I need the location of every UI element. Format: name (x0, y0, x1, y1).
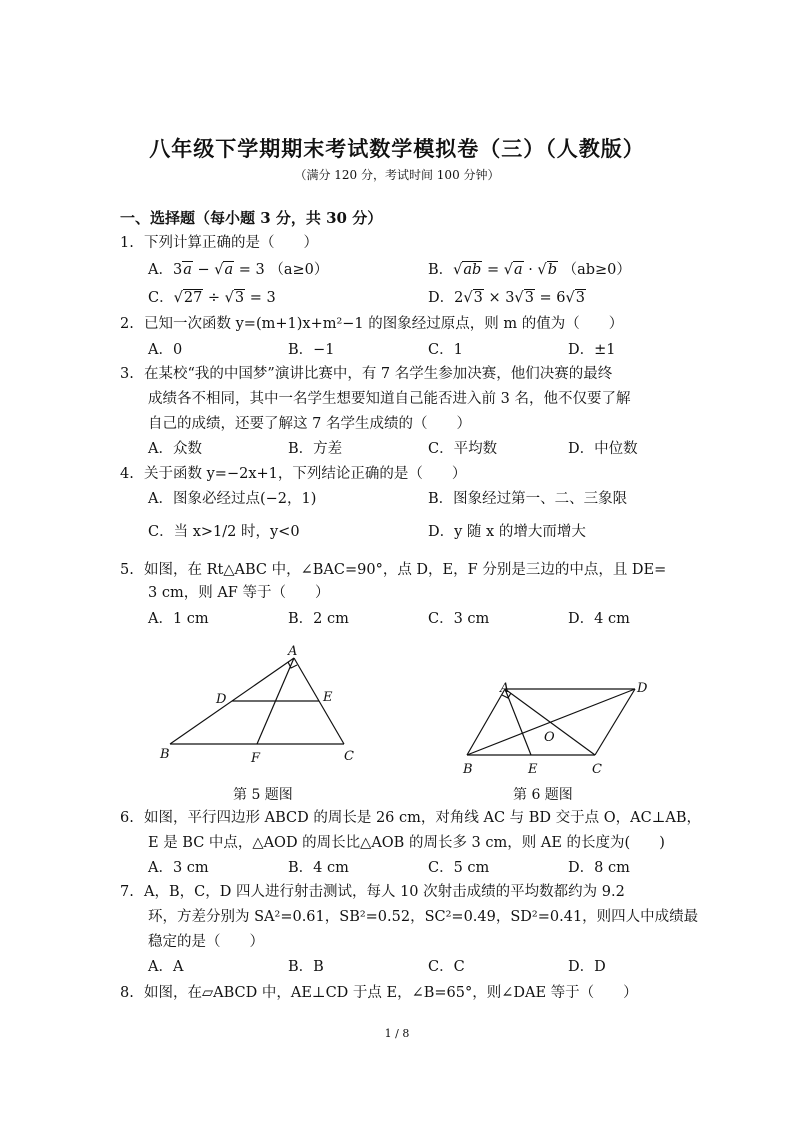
q1-option-a: A．3a − √a = 3 （a≥0） (148, 262, 329, 278)
q6-option-d: D．8 cm (568, 860, 630, 876)
fig6-label-b: B (463, 762, 473, 777)
q4-option-b: B．图象经过第一、二、三象限 (428, 491, 628, 507)
q6-option-a: A．3 cm (148, 860, 209, 876)
question-8: 8. 如图，在▱ABCD 中，AE⊥CD 于点 E，∠B=65°，则∠DAE 等于（ ） (120, 985, 638, 1001)
q7-option-b: B．B (288, 959, 324, 975)
fig6-label-c: C (592, 762, 602, 777)
question-6: 6. 如图，平行四边形 ABCD 的周长是 26 cm，对角线 AC 与 BD 交于点 O，AC⊥AB， (120, 810, 701, 826)
question-3-line-3: 自己的成绩，还要了解这 7 名学生成绩的（ ） (148, 416, 471, 432)
fig6-side-ab (467, 689, 505, 755)
fig5-label-d: D (216, 692, 227, 707)
fig5-label-f: F (251, 751, 261, 766)
figure-5 (150, 640, 370, 770)
q2-option-b: B．−1 (288, 342, 335, 358)
q3-option-d: D．中位数 (568, 441, 638, 457)
fig5-label-b: B (160, 747, 170, 762)
exam-info: （满分 120 分，考试时间 100 分钟） (294, 168, 500, 182)
q7-option-a: A．A (148, 959, 184, 975)
fig6-label-a: A (500, 681, 510, 696)
figure-5-caption: 第 5 题图 (233, 787, 293, 803)
fig6-side-dc (595, 689, 635, 755)
q4-option-c: C．当 x>1/2 时，y<0 (148, 524, 300, 540)
question-6-line-2: E 是 BC 中点，△AOD 的周长比△AOB 的周长多 3 cm，则 AE 的长度为( ) (148, 835, 665, 851)
fig5-label-c: C (344, 749, 354, 764)
figure-6 (455, 670, 655, 782)
q4-option-d: D．y 随 x 的增大而增大 (428, 524, 586, 540)
page-number: 1 / 8 (384, 1027, 410, 1040)
q6-option-b: B．4 cm (288, 860, 349, 876)
q3-option-c: C．平均数 (428, 441, 498, 457)
q1-option-d: D．2√3 × 3√3 = 6√3 (428, 290, 585, 306)
fig5-label-a: A (288, 644, 298, 659)
q4-option-a: A．图象必经过点(−2，1) (148, 491, 317, 507)
q5-option-a: A．1 cm (148, 611, 209, 627)
q2-option-c: C．1 (428, 342, 463, 358)
question-5-line-2: 3 cm，则 AF 等于（ ） (148, 585, 330, 601)
page-title: 八年级下学期期末考试数学模拟卷（三）（人教版） (149, 136, 645, 161)
question-3: 3. 在某校“我的中国梦”演讲比赛中，有 7 名学生参加决赛，他们决赛的最终 (120, 366, 613, 382)
figure-6-caption: 第 6 题图 (513, 787, 573, 803)
question-4: 4. 关于函数 y=−2x+1，下列结论正确的是（ ） (120, 466, 467, 482)
q1-option-c: C．√27 ÷ √3 = 3 (148, 290, 276, 306)
fig6-label-d: D (637, 681, 648, 696)
question-7-line-3: 稳定的是（ ） (148, 934, 264, 950)
q3-option-b: B．方差 (288, 441, 343, 457)
q2-option-d: D．±1 (568, 342, 616, 358)
question-5: 5. 如图，在 Rt△ABC 中，∠BAC=90°，点 D，E，F 分别是三边的中点，且 DE= (120, 562, 667, 578)
fig6-diagonal-bd (467, 689, 635, 755)
section-heading: 一、选择题（每小题 3 分，共 30 分） (120, 209, 383, 227)
question-2: 2. 已知一次函数 y=(m+1)x+m²−1 的图象经过原点，则 m 的值为（ ） (120, 316, 624, 332)
q1-option-b: B．√ab = √a · √b （ab≥0） (428, 262, 631, 278)
fig5-label-e: E (323, 690, 333, 705)
q2-option-a: A．0 (148, 342, 183, 358)
question-1: 1. 下列计算正确的是（ ） (120, 235, 318, 251)
q7-option-d: D．D (568, 959, 606, 975)
question-7: 7. A，B，C，D 四人进行射击测试，每人 10 次射击成绩的平均数都约为 9.2 (120, 884, 625, 900)
question-7-line-2: 环，方差分别为 SA²=0.61，SB²=0.52，SC²=0.49，SD²=0.41，则四人中成绩最 (148, 909, 699, 925)
fig6-label-o: O (544, 730, 555, 745)
q3-option-a: A．众数 (148, 441, 202, 457)
fig6-label-e: E (528, 762, 538, 777)
q7-option-c: C．C (428, 959, 465, 975)
q5-option-c: C．3 cm (428, 611, 490, 627)
q6-option-c: C．5 cm (428, 860, 490, 876)
q5-option-b: B．2 cm (288, 611, 349, 627)
question-3-line-2: 成绩各不相同，其中一名学生想要知道自己能否进入前 3 名，他不仅要了解 (148, 391, 631, 407)
q5-option-d: D．4 cm (568, 611, 630, 627)
